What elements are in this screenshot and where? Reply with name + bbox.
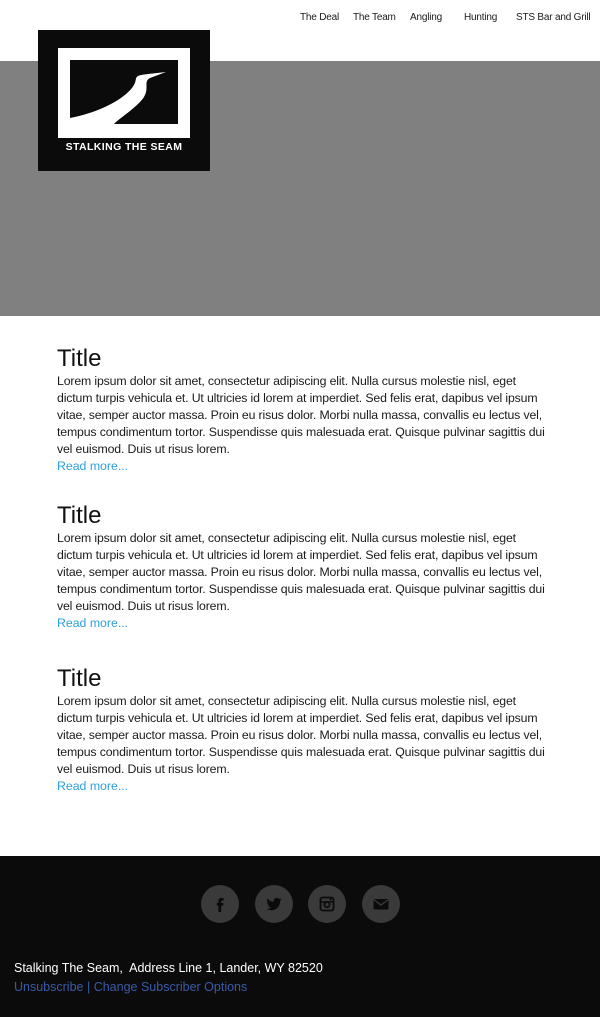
nav-link-the-deal[interactable]: The Deal — [300, 12, 339, 23]
article-1 — [57, 345, 547, 475]
article-3 — [57, 665, 547, 795]
article-body: Lorem ipsum dolor sit amet, consectetur adipiscing elit. Nulla cursus molestie nisl, eget dictum turpis vehicula et. Ut ultricies id lorem at imperdiet. Sed felis erat, dapibus vel ipsum vitae, semper auctor massa. Proin eu risus dolor. Morbi nulla massa, convallis eu lectus vel, tempus condimentum tortor. Suspendisse quis malesuada erat. Quisque pulvinar sagittis dui vel euismod. Duis ut risus lorem. — [57, 374, 545, 456]
instagram-icon — [317, 894, 337, 914]
article-body: Lorem ipsum dolor sit amet, consectetur adipiscing elit. Nulla cursus molestie nisl, eget dictum turpis vehicula et. Ut ultricies id lorem at imperdiet. Sed felis erat, dapibus vel ipsum vitae, semper auctor massa. Proin eu risus dolor. Morbi nulla massa, convallis eu lectus vel, tempus condimentum tortor. Suspendisse quis malesuada erat. Quisque pulvinar sagittis dui vel euismod. Duis ut risus lorem. — [57, 531, 545, 613]
footer-link-separator: | — [83, 980, 94, 994]
instagram-button[interactable] — [308, 885, 346, 923]
twitter-icon — [264, 894, 284, 914]
email-button[interactable] — [362, 885, 400, 923]
logo-river-graphic — [70, 60, 178, 124]
river-icon — [70, 60, 178, 124]
article-title: Title — [57, 665, 102, 692]
nav-link-hunting[interactable]: Hunting — [464, 12, 498, 23]
footer — [0, 856, 600, 1017]
change-subscriber-options-link[interactable]: Change Subscriber Options — [93, 980, 248, 994]
footer-address: Stalking The Seam, Address Line 1, Lander, WY 82520 — [14, 961, 323, 975]
read-more-link[interactable]: Read more... — [57, 459, 129, 473]
nav-link-the-team[interactable]: The Team — [353, 12, 396, 23]
nav-link-angling[interactable]: Angling — [410, 12, 442, 23]
article-body: Lorem ipsum dolor sit amet, consectetur adipiscing elit. Nulla cursus molestie nisl, eget dictum turpis vehicula et. Ut ultricies id lorem at imperdiet. Sed felis erat, dapibus vel ipsum vitae, semper auctor massa. Proin eu risus dolor. Morbi nulla massa, convallis eu lectus vel, tempus condimentum tortor. Suspendisse quis malesuada erat. Quisque pulvinar sagittis dui vel euismod. Duis ut risus lorem. — [57, 694, 545, 776]
twitter-button[interactable] — [255, 885, 293, 923]
article-title: Title — [57, 502, 102, 529]
nav-link-sts-bar-and-grill[interactable]: STS Bar and Grill — [516, 12, 591, 23]
logo-frame — [58, 48, 190, 138]
logo-wordmark: STALKING THE SEAM — [65, 141, 183, 153]
footer-links — [14, 980, 247, 994]
article-2 — [57, 502, 547, 632]
read-more-link[interactable]: Read more... — [57, 616, 129, 630]
facebook-button[interactable] — [201, 885, 239, 923]
site-logo[interactable] — [38, 30, 210, 171]
facebook-icon — [210, 894, 230, 914]
email-icon — [371, 894, 391, 914]
read-more-link[interactable]: Read more... — [57, 779, 129, 793]
article-title: Title — [57, 345, 102, 372]
unsubscribe-link[interactable]: Unsubscribe — [14, 980, 84, 994]
